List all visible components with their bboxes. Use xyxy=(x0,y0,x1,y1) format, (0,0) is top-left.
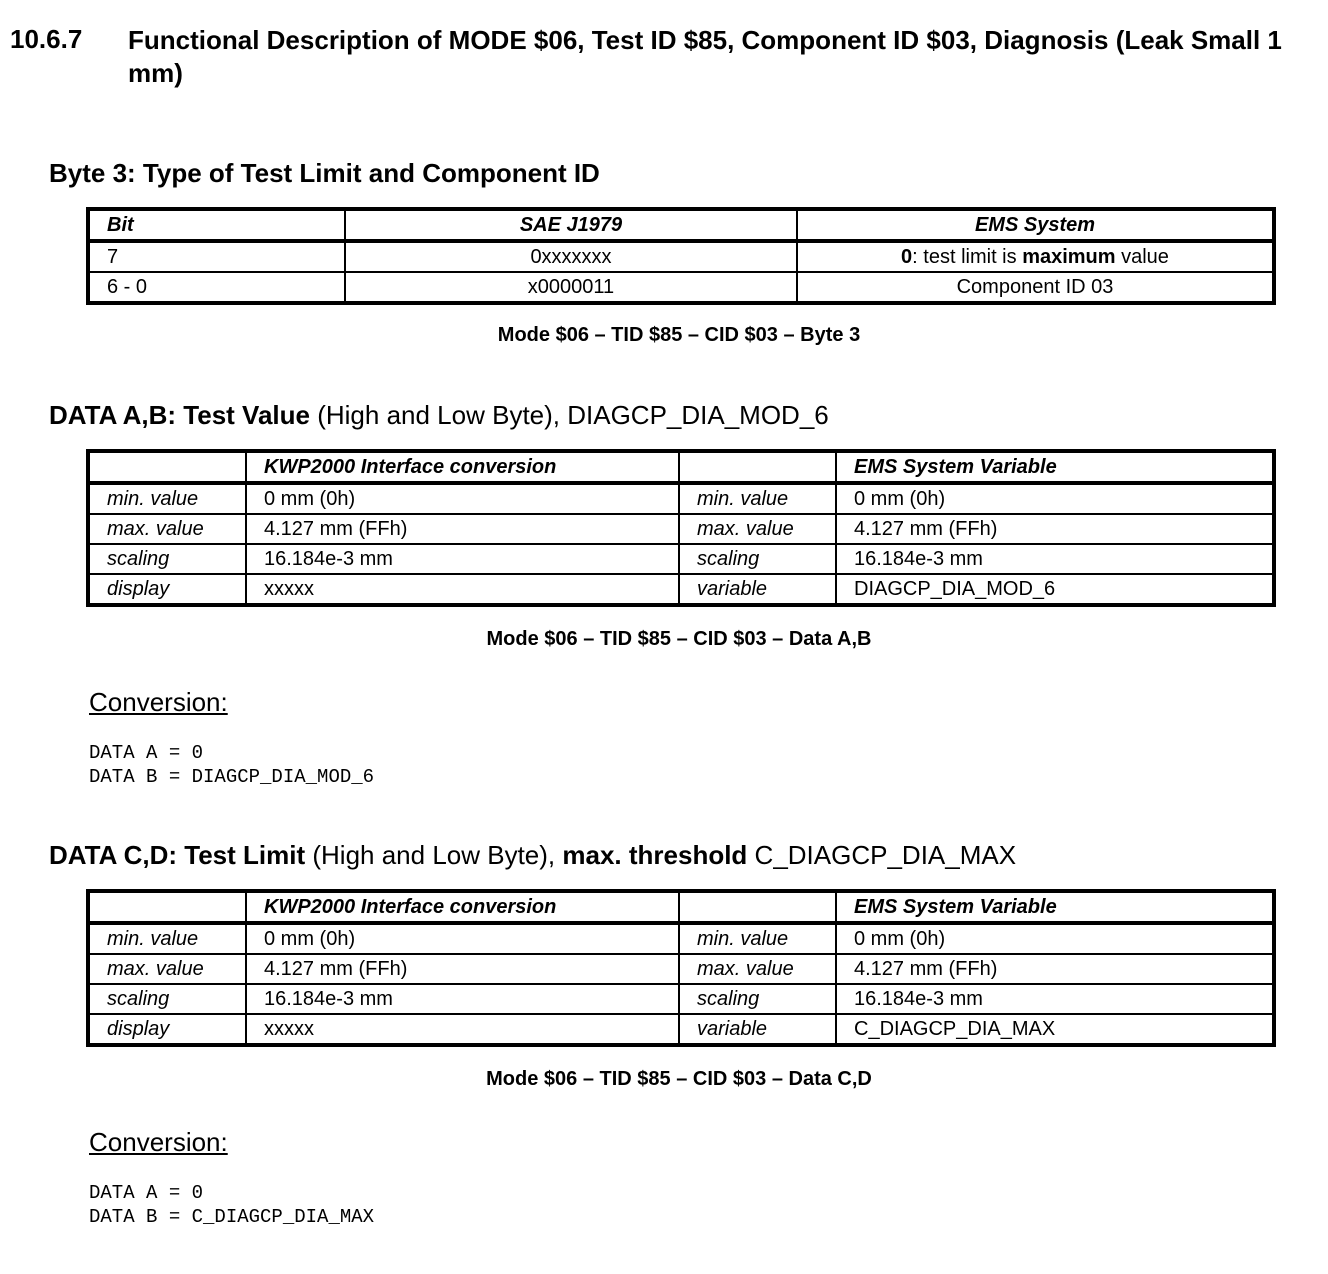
data-ab-conversion-line-2: DATA B = DIAGCP_DIA_MOD_6 xyxy=(89,766,375,788)
data-cd-conversion-label: Conversion: xyxy=(89,1127,228,1157)
ems-suffix: value xyxy=(1115,246,1169,268)
value-cell: 4.127 mm (FFh) xyxy=(246,954,679,984)
value-cell: 4.127 mm (FFh) xyxy=(836,954,1274,984)
value-cell: 16.184e-3 mm xyxy=(836,544,1274,574)
table-row xyxy=(88,544,1274,574)
value-cell: DIAGCP_DIA_MOD_6 xyxy=(836,574,1274,605)
ems-text: : test limit is xyxy=(912,246,1023,268)
sae-cell: x0000011 xyxy=(345,272,797,303)
ems-value-zero: 0 xyxy=(901,246,913,268)
col-header-ems-variable: EMS System Variable xyxy=(836,451,1274,483)
label-cell: max. value xyxy=(88,954,246,984)
col-header-ems-variable: EMS System Variable xyxy=(836,891,1274,923)
col-header-kwp: KWP2000 Interface conversion xyxy=(246,891,679,923)
value-cell: 0 mm (0h) xyxy=(836,923,1274,954)
value-cell: 16.184e-3 mm xyxy=(246,984,679,1014)
data-ab-table xyxy=(86,449,1276,607)
col-header-ems: EMS System xyxy=(797,209,1274,241)
value-cell: 4.127 mm (FFh) xyxy=(246,514,679,544)
table-row xyxy=(88,574,1274,605)
data-cd-heading-rest: (High and Low Byte), xyxy=(305,840,563,870)
value-cell: 16.184e-3 mm xyxy=(836,984,1274,1014)
value-cell: xxxxx xyxy=(246,574,679,605)
data-cd-heading xyxy=(49,840,1016,871)
bit-cell: 6 - 0 xyxy=(88,272,345,303)
data-cd-conversion-line-1: DATA A = 0 xyxy=(89,1182,204,1204)
ems-cell: Component ID 03 xyxy=(797,272,1274,303)
label-cell: scaling xyxy=(679,544,836,574)
label-cell: scaling xyxy=(88,544,246,574)
label-cell: display xyxy=(88,1014,246,1045)
data-cd-table xyxy=(86,889,1276,1047)
data-ab-heading-bold: DATA A,B: Test Value xyxy=(49,400,310,430)
byte3-table xyxy=(86,207,1276,305)
col-header-kwp: KWP2000 Interface conversion xyxy=(246,451,679,483)
value-cell: 16.184e-3 mm xyxy=(246,544,679,574)
value-cell: xxxxx xyxy=(246,1014,679,1045)
table-row xyxy=(88,1014,1274,1045)
data-ab-heading xyxy=(49,400,829,431)
value-cell: 0 mm (0h) xyxy=(836,483,1274,514)
data-ab-heading-rest: (High and Low Byte), DIAGCP_DIA_MOD_6 xyxy=(310,400,829,430)
label-cell: scaling xyxy=(88,984,246,1014)
col-header-blank xyxy=(88,891,246,923)
table-header-row xyxy=(88,209,1274,241)
data-ab-conversion-label: Conversion: xyxy=(89,687,228,717)
label-cell: variable xyxy=(679,1014,836,1045)
value-cell: C_DIAGCP_DIA_MAX xyxy=(836,1014,1274,1045)
byte3-heading: Byte 3: Type of Test Limit and Component ID xyxy=(49,158,600,188)
table-row xyxy=(88,923,1274,954)
label-cell: variable xyxy=(679,574,836,605)
table-header-row xyxy=(88,891,1274,923)
col-header-sae: SAE J1979 xyxy=(345,209,797,241)
data-ab-conversion-line-1: DATA A = 0 xyxy=(89,742,204,764)
col-header-blank xyxy=(679,891,836,923)
ems-maximum: maximum xyxy=(1022,246,1116,268)
data-cd-conversion-line-2: DATA B = C_DIAGCP_DIA_MAX xyxy=(89,1206,375,1228)
table-row xyxy=(88,514,1274,544)
label-cell: scaling xyxy=(679,984,836,1014)
table-row xyxy=(88,272,1274,303)
byte3-caption: Mode $06 – TID $85 – CID $03 – Byte 3 xyxy=(497,324,861,346)
label-cell: min. value xyxy=(679,923,836,954)
table-header-row xyxy=(88,451,1274,483)
label-cell: max. value xyxy=(679,954,836,984)
table-row xyxy=(88,483,1274,514)
label-cell: max. value xyxy=(88,514,246,544)
value-cell: 4.127 mm (FFh) xyxy=(836,514,1274,544)
data-cd-heading-rest-2: C_DIAGCP_DIA_MAX xyxy=(747,840,1017,870)
ems-cell xyxy=(797,241,1274,272)
label-cell: min. value xyxy=(88,923,246,954)
value-cell: 0 mm (0h) xyxy=(246,923,679,954)
data-cd-heading-bold: DATA C,D: Test Limit xyxy=(49,840,306,870)
col-header-blank xyxy=(679,451,836,483)
value-cell: 0 mm (0h) xyxy=(246,483,679,514)
data-cd-caption: Mode $06 – TID $85 – CID $03 – Data C,D xyxy=(486,1068,872,1090)
label-cell: max. value xyxy=(679,514,836,544)
data-cd-heading-bold-2: max. threshold xyxy=(562,840,748,870)
col-header-bit: Bit xyxy=(88,209,345,241)
data-ab-caption: Mode $06 – TID $85 – CID $03 – Data A,B xyxy=(486,628,872,650)
sae-cell: 0xxxxxxx xyxy=(345,241,797,272)
section-title: Functional Description of MODE $06, Test ID $85, Component ID $03, Diagnosis (Leak Small 1 mm) xyxy=(128,25,1282,88)
table-row xyxy=(88,954,1274,984)
label-cell: display xyxy=(88,574,246,605)
table-row xyxy=(88,984,1274,1014)
label-cell: min. value xyxy=(88,483,246,514)
bit-cell: 7 xyxy=(88,241,345,272)
section-number: 10.6.7 xyxy=(10,24,83,54)
label-cell: min. value xyxy=(679,483,836,514)
col-header-blank xyxy=(88,451,246,483)
table-row xyxy=(88,241,1274,272)
